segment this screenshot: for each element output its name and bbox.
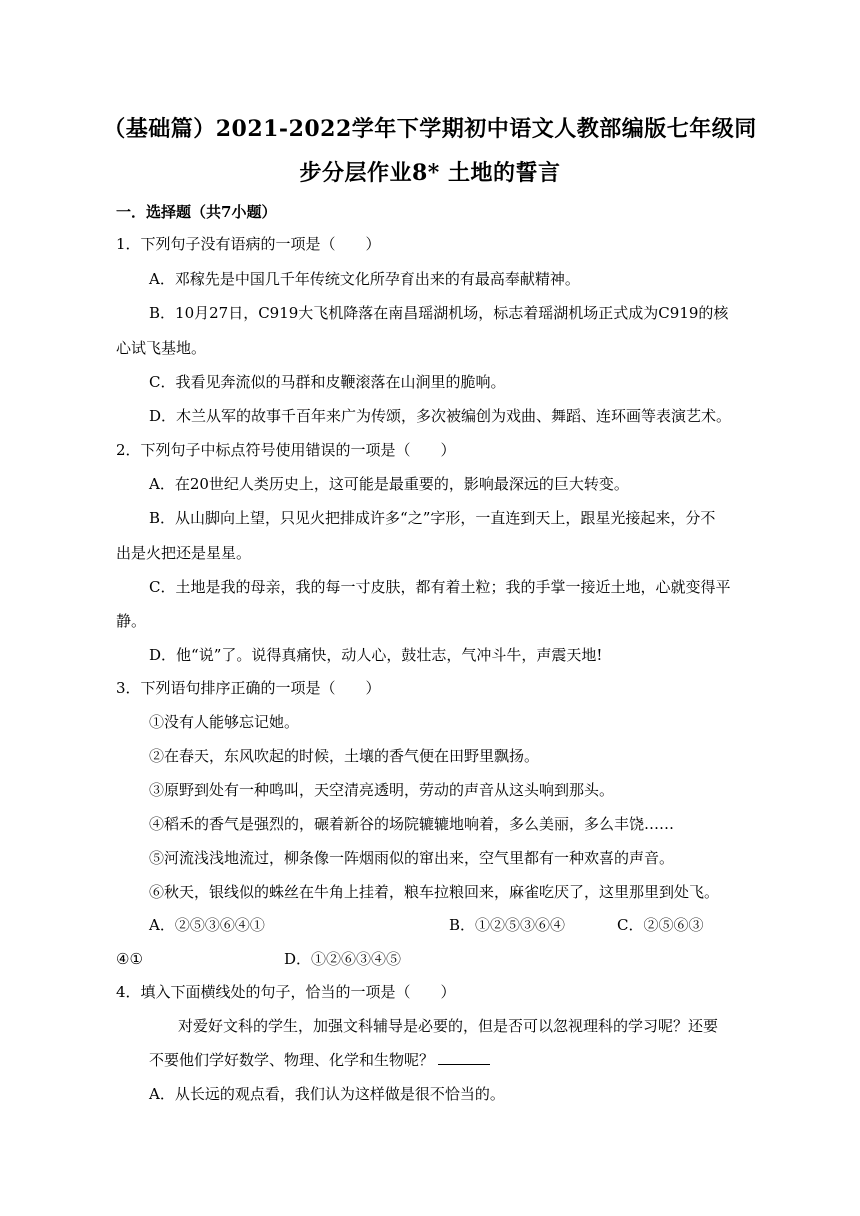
question-3-sentence-5: ⑤河流浅浅地流过，柳条像一阵烟雨似的窜出来，空气里都有一种欢喜的声音。 — [149, 849, 675, 867]
question-3-sentence-6: ⑥秋天，银线似的蛛丝在牛角上挂着，粮车拉粮回来，麻雀吃厌了，这里那里到处飞。 — [149, 883, 720, 901]
question-3-sentence-1: ①没有人能够忘记她。 — [149, 713, 300, 731]
question-3-option-c: C．②⑤⑥③ — [617, 916, 704, 934]
question-3-sentence-2: ②在春天，东风吹起的时候，土壤的香气便在田野里飘扬。 — [149, 747, 540, 765]
question-4-passage-text: 不要他们学好数学、物理、化学和生物呢？ — [149, 1051, 435, 1069]
question-3-option-d: D．①②⑥③④⑤ — [284, 950, 402, 968]
question-2-option-c: C．土地是我的母亲，我的每一寸皮肤，都有着土粒；我的手掌一接近土地，心就变得平 — [149, 578, 731, 596]
question-3-option-b: B．①②⑤③⑥④ — [449, 916, 566, 934]
question-2-option-d: D．他“说”了。说得真痛快，动人心，鼓壮志，气冲斗牛，声震天地! — [149, 646, 603, 664]
question-1-option-c: C．我看见奔流似的马群和皮鞭滚落在山涧里的脆响。 — [149, 373, 506, 391]
question-2-option-c-cont: 静。 — [116, 612, 147, 630]
question-3-option-c-cont: ④① — [116, 950, 143, 968]
answer-blank — [438, 1050, 490, 1065]
question-2-option-b-cont: 出是火把还是星星。 — [116, 544, 252, 562]
question-3-stem: 3．下列语句排序正确的一项是（ ） — [116, 679, 381, 697]
question-1-option-d: D．木兰从军的故事千百年来广为传颂，多次被编创为戏曲、舞蹈、连环画等表演艺术。 — [149, 407, 732, 425]
question-4-passage-cont — [149, 1049, 490, 1071]
question-1-option-b-cont: 心试飞基地。 — [116, 339, 207, 357]
section-heading: 一．选择题（共7小题） — [116, 203, 277, 221]
question-1-stem: 1．下列句子没有语病的一项是（ ） — [116, 235, 381, 253]
question-4-option-a: A．从长远的观点看，我们认为这样做是很不恰当的。 — [149, 1085, 505, 1103]
question-2-option-a: A．在20世纪人类历史上，这可能是最重要的，影响最深远的巨大转变。 — [149, 475, 629, 493]
question-1-option-b: B．10月27日，C919大飞机降落在南昌瑶湖机场，标志着瑶湖机场正式成为C919的核 — [149, 304, 729, 322]
question-3-sentence-3: ③原野到处有一种鸣叫，天空清亮透明，劳动的声音从这头响到那头。 — [149, 781, 615, 799]
question-3-option-a: A．②⑤③⑥④① — [149, 916, 265, 934]
question-4-stem: 4．填入下面横线处的句子，恰当的一项是（ ） — [116, 983, 456, 1001]
question-4-passage: 对爱好文科的学生，加强文科辅导是必要的，但是否可以忽视理科的学习呢？还要 — [178, 1017, 719, 1035]
document-title-line-2: 步分层作业8* 土地的誓言 — [299, 160, 561, 186]
question-1-option-a: A．邓稼先是中国几千年传统文化所孕育出来的有最高奉献精神。 — [149, 270, 580, 288]
document-title-line-1: （基础篇）2021-2022学年下学期初中语文人教部编版七年级同 — [103, 116, 757, 142]
question-2-option-b: B．从山脚向上望，只见火把排成许多“之”字形，一直连到天上，跟星光接起来，分不 — [149, 509, 716, 527]
question-3-sentence-4: ④稻禾的香气是强烈的，碾着新谷的场院辘辘地响着，多么美丽，多么丰饶…… — [149, 815, 675, 833]
question-2-stem: 2．下列句子中标点符号使用错误的一项是（ ） — [116, 441, 456, 459]
